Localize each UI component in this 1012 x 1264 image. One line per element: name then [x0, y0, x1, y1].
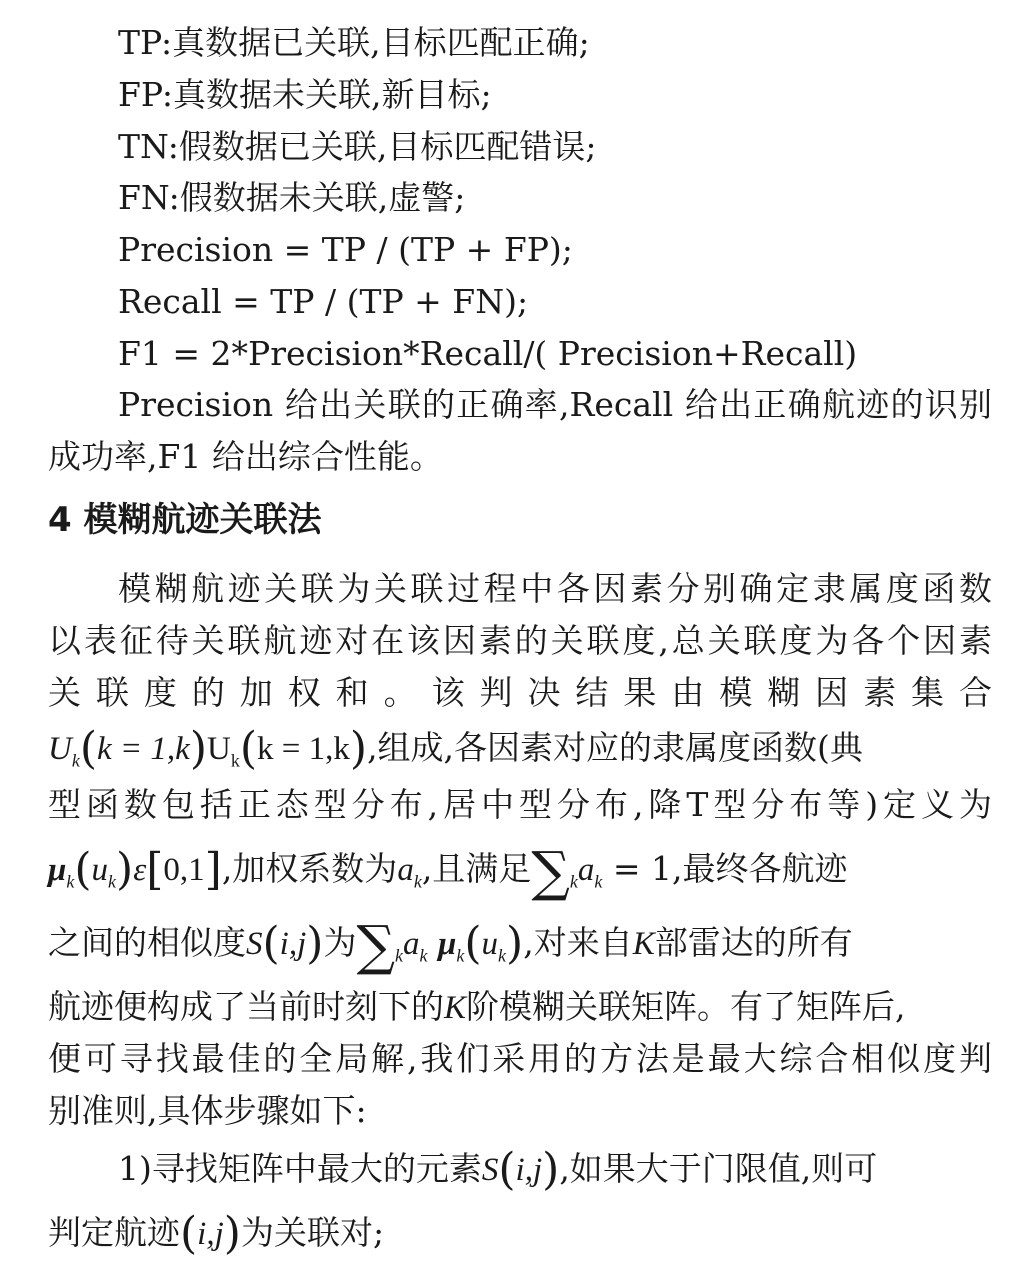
factor-set-args-upright: k = 1,k: [257, 731, 350, 767]
symbol-u: u: [91, 852, 109, 888]
definition-fp: FP:真数据未关联,新目标;: [118, 75, 492, 114]
symbol-U-upright: U: [207, 731, 231, 767]
symbol-K-2: K: [444, 990, 467, 1026]
u-subscript-2: k: [498, 945, 507, 966]
body-line-8-pre: 航迹便构成了当前时刻下的: [48, 987, 444, 1026]
body-line-7-rest2: 部雷达的所有: [654, 923, 853, 962]
body-line-7-rest1: ,对来自: [523, 923, 633, 962]
step-2-rest: 为关联对;: [240, 1213, 385, 1252]
sigma-symbol: ∑: [531, 840, 570, 903]
S-args: i,j: [279, 926, 307, 962]
symbol-a: a: [397, 852, 414, 888]
symbol-S: S: [246, 926, 263, 962]
body-line-10: 别准则,具体步骤如下:: [48, 1091, 367, 1130]
symbol-a-3: a: [403, 926, 420, 962]
body-line-5: 型函数包括正态型分布,居中型分布,降T型分布等)定义为: [48, 785, 992, 824]
formula-recall: Recall = TP / (TP + FN);: [118, 282, 529, 321]
body-line-8: [48, 987, 992, 1026]
body-line-3: 关 联 度 的 加 权 和 。 该 判 决 结 果 由 模 糊 因 素 集 合: [48, 673, 992, 712]
a-subscript: k: [413, 871, 422, 892]
formula-f1: F1 = 2*Precision*Recall/( Precision+Recall): [118, 334, 858, 373]
body-line-6-mid2: ,且满足: [421, 849, 532, 888]
section-heading: 4 模糊航迹关联法: [48, 500, 322, 540]
sigma-subscript-2: k: [395, 945, 403, 966]
a-subscript-2: k: [594, 871, 603, 892]
definition-tp: TP:真数据已关联,目标匹配正确;: [118, 23, 590, 62]
symbol-K: K: [632, 926, 655, 962]
track-pair-args: i,j: [197, 1216, 224, 1252]
symbol-S-2: S: [481, 1152, 499, 1188]
body-line-6: $\mu_k(u_k)\varepsilon[0,1]$,加权系数为$a_k$,且满足$\sum_ka_k = 1$,最终各航迹: [48, 840, 848, 903]
body-line-2: 以表征待关联航迹对在该因素的关联度,总关联度为各个因素: [48, 621, 992, 660]
definition-fn: FN:假数据未关联,虚警;: [118, 178, 466, 217]
symbol-U: U: [48, 731, 72, 767]
mu-subscript: k: [66, 871, 75, 892]
a-subscript-3: k: [419, 945, 428, 966]
sigma-subscript: k: [569, 871, 578, 892]
body-line-7: 之间的相似度S(i,j)为$\sum_ka_k$ $\mu_k(u_k)$,对来自K部雷达的所有: [48, 914, 853, 977]
body-line-6-mid: ,加权系数为: [221, 849, 398, 888]
sigma-symbol-2: ∑: [356, 914, 395, 977]
symbol-mu-2: μ: [438, 926, 457, 962]
S-args-2: i,j: [515, 1152, 543, 1188]
step-1-continuation: 判定航迹(i,j)为关联对;: [48, 1208, 385, 1259]
step-1-rest: ,如果大于门限值,则可: [559, 1149, 878, 1188]
body-line-7-pre: 之间的相似度: [48, 923, 246, 962]
interval: 0,1: [163, 852, 205, 888]
subscript-k: k: [71, 750, 80, 771]
formula-precision: Precision = TP / (TP + FP);: [118, 230, 573, 269]
definition-tn: TN:假数据已关联,目标匹配错误;: [118, 127, 597, 166]
subscript-k-upright: k: [230, 750, 240, 771]
body-line-1: 模糊航迹关联为关联过程中各因素分别确定隶属度函数: [118, 569, 992, 608]
summary-line-1: Precision 给出关联的正确率,Recall 给出正确航迹的识别: [118, 385, 992, 424]
step-2-pre: 判定航迹: [48, 1213, 180, 1252]
body-line-4: $U_k(k = 1,k)U_k(k = 1,k)$,组成,各因素对应的隶属度函数(典: [48, 723, 863, 774]
body-line-7-mid: 为: [323, 923, 357, 962]
symbol-a-2: a: [577, 852, 595, 888]
body-line-6-eq: = 1,最终各航迹: [602, 849, 848, 888]
symbol-u-2: u: [481, 926, 499, 962]
body-line-9: 便可寻找最佳的全局解,我们采用的方法是最大综合相似度判: [48, 1039, 992, 1078]
mu-subscript-2: k: [456, 945, 465, 966]
symbol-epsilon: ε: [133, 852, 147, 888]
u-subscript: k: [108, 871, 117, 892]
body-line-4-rest: ,组成,各因素对应的隶属度函数(典: [367, 728, 863, 767]
step-1-pre: 1)寻找矩阵中最大的元素: [118, 1149, 482, 1188]
summary-line-2: 成功率,F1 给出综合性能。: [48, 437, 443, 476]
factor-set-args: k = 1,k: [97, 731, 190, 767]
step-1-line: 1)寻找矩阵中最大的元素S(i,j),如果大于门限值,则可: [118, 1144, 878, 1195]
symbol-mu: μ: [48, 852, 67, 888]
body-line-8-rest: 阶模糊关联矩阵。有了矩阵后,: [466, 987, 906, 1026]
